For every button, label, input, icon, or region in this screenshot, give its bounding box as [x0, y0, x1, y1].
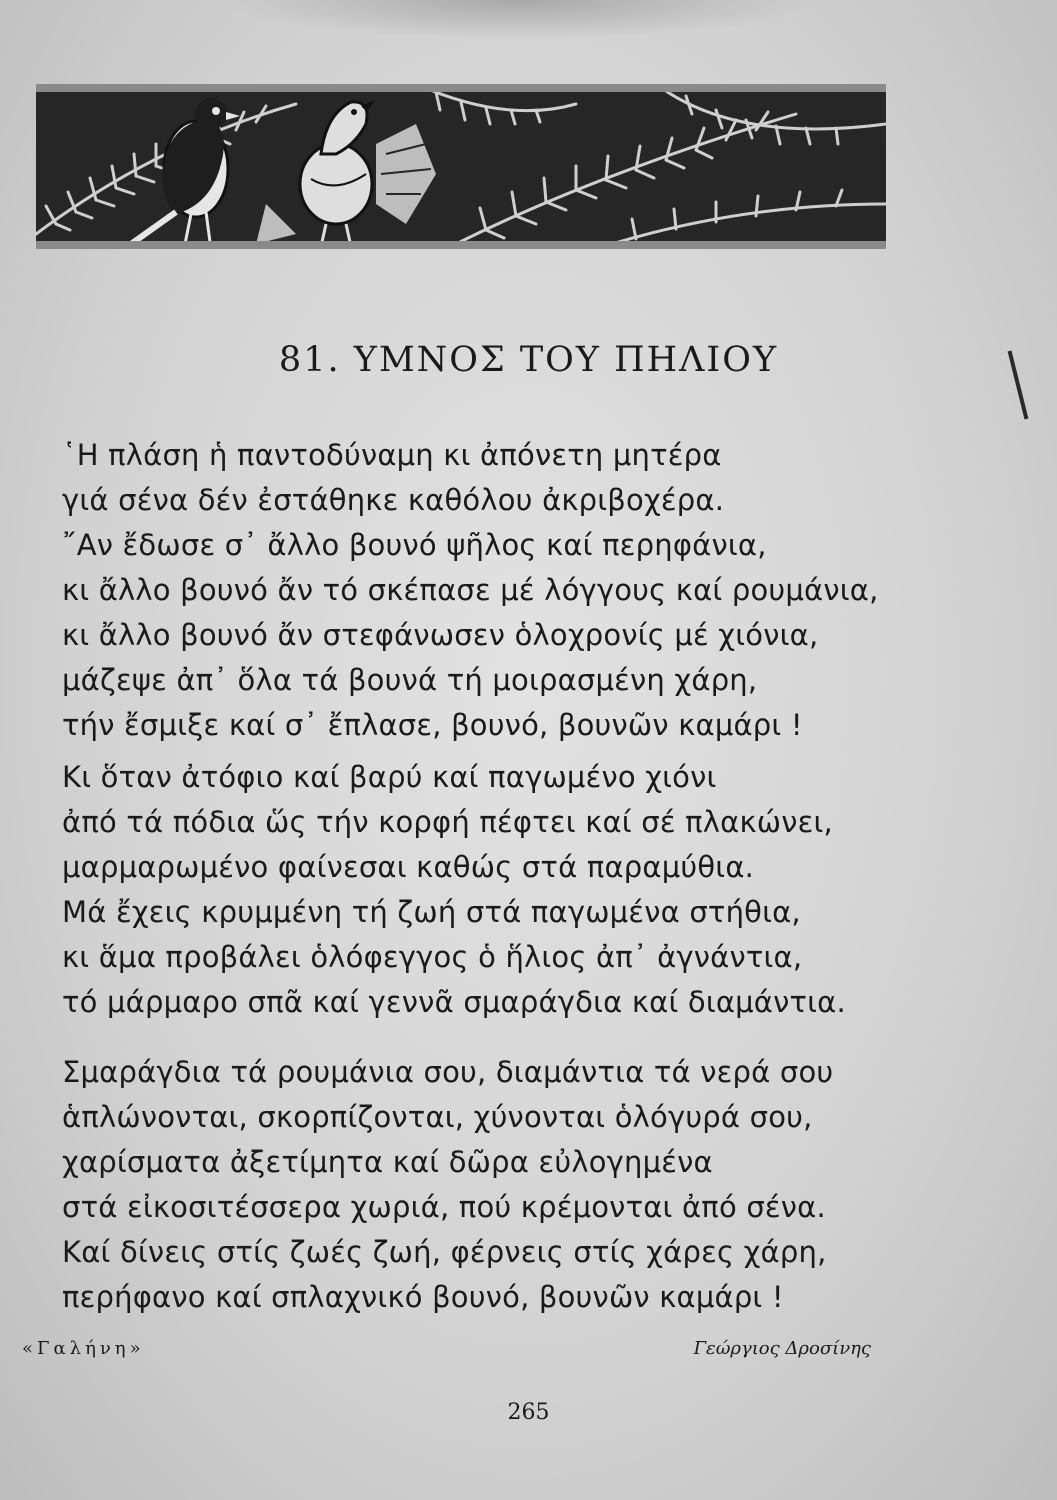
poem-line: Καί δίνεις στίς ζωές ζωή, φέρνεις στίς χάρες χάρη,: [62, 1235, 827, 1269]
poem-line: Κι ὅταν ἀτόφιο καί βαρύ καί παγωμένο χιόνι: [62, 760, 717, 794]
poem-line: ἁπλώνονται, σκορπίζονται, χύνονται ὁλόγυρά σου,: [62, 1100, 813, 1134]
poem-line: ῾Η πλάση ἡ παντοδύναμη κι ἀπόνετη μητέρα: [62, 438, 722, 472]
page-number: 265: [507, 1400, 550, 1425]
poem-line: κι ἄλλο βουνό ἄν τό σκέπασε μέ λόγγους καί ρουμάνια,: [62, 573, 879, 607]
poem-line: μάζεψε ἀπ᾽ ὅλα τά βουνά τή μοιρασμένη χάρη,: [62, 663, 758, 697]
poem-line: τήν ἔσμιξε καί σ᾽ ἔπλασε, βουνό, βουνῶν καμάρι !: [62, 708, 803, 742]
poem-line: μαρμαρωμένο φαίνεσαι καθώς στά παραμύθια.: [62, 850, 755, 884]
stanza-2: [62, 755, 846, 1025]
poem-line: περήφανο καί σπλαχνικό βουνό, βουνῶν καμάρι !: [62, 1280, 784, 1314]
bird-and-leaves-engraving-icon: [36, 84, 886, 249]
source-book: «Γαλήνη»: [22, 1338, 145, 1359]
author-name: Γεώργιος Δροσίνης: [693, 1338, 871, 1359]
poem-line: τό μάρμαρο σπᾶ καί γεννᾶ σμαράγδια καί διαμάντια.: [62, 985, 846, 1019]
poem-line: κι ἅμα προβάλει ὁλόφεγγος ὁ ἥλιος ἀπ᾽ ἀγνάντια,: [62, 940, 803, 974]
page-shadow: [220, 0, 820, 40]
poem-line: χαρίσματα ἀξετίμητα καί δῶρα εὐλογημένα: [62, 1145, 713, 1179]
poem-line: γιά σένα δέν ἐστάθηκε καθόλου ἀκριβοχέρα.: [62, 483, 725, 517]
stanza-3: [62, 1050, 833, 1320]
stanza-1: [62, 433, 878, 748]
poem-line: Μά ἔχεις κρυμμένη τή ζωή στά παγωμένα στήθια,: [62, 895, 801, 929]
poem-title: 81. ΥΜΝΟΣ ΤΟΥ ΠΗΛΙΟΥ: [278, 340, 779, 380]
poem-line: κι ἄλλο βουνό ἄν στεφάνωσεν ὁλοχρονίς μέ χιόνια,: [62, 618, 819, 652]
poem-line: στά εἰκοσιτέσσερα χωριά, πού κρέμονται ἀπό σένα.: [62, 1190, 826, 1224]
poem-line: ἀπό τά πόδια ὥς τήν κορφή πέφτει καί σέ πλακώνει,: [62, 805, 833, 839]
poem-line: Σμαράγδια τά ρουμάνια σου, διαμάντια τά νερά σου: [62, 1055, 834, 1089]
poem-line: ῎Αν ἔδωσε σ᾽ ἄλλο βουνό ψῆλος καί περηφάνια,: [62, 528, 767, 562]
